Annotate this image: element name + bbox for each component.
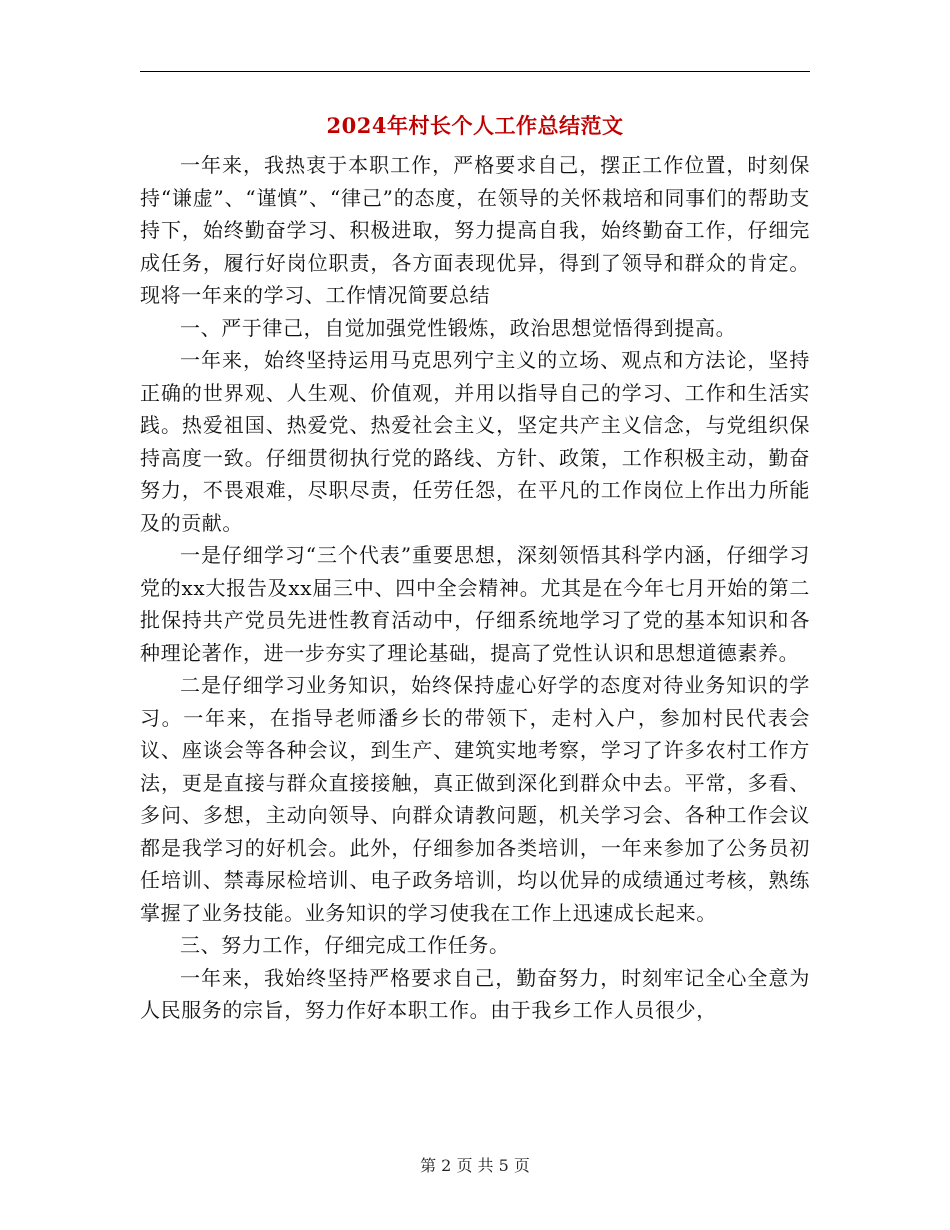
page-number: 第 2 页 共 5 页 [420,1156,530,1175]
paragraph-work: 一年来，我始终坚持严格要求自己，勤奋努力，时刻牢记全心全意为人民服务的宗旨，努力作好本职工作。由于我乡工作人员很少， [140,965,810,1022]
header-rule [140,71,810,72]
paragraph-theory-study: 一是仔细学习“三个代表”重要思想，深刻领悟其科学内涵，仔细学习党的xx大报告及xx届三中、四中全会精神。尤其是在今年七月开始的第二批保持共产党员先进性教育活动中，仔细系统地学习了党的基本知识和各种理论著作，进一步夯实了理论基础，提高了党性认识和思想道德素养。 [140,543,810,665]
document-title: 2024年村长个人工作总结范文 [326,113,624,138]
section-heading-1: 一、严于律己，自觉加强党性锻炼，政治思想觉悟得到提高。 [180,315,737,340]
paragraph-intro: 一年来，我热衷于本职工作，严格要求自己，摆正工作位置，时刻保持“谦虚”、“谨慎”、“律己”的态度，在领导的关怀栽培和同事们的帮助支持下，始终勤奋学习、积极进取，努力提高自我，始终勤奋工作，仔细完成任务，履行好岗位职责，各方面表现优异，得到了领导和群众的肯定。现将一年来的学习、工作情况简要总结 [140,153,810,307]
paragraph-business-study: 二是仔细学习业务知识，始终保持虚心好学的态度对待业务知识的学习。一年来，在指导老师潘乡长的带领下，走村入户，参加村民代表会议、座谈会等各种会议，到生产、建筑实地考察，学习了许多农村工作方法，更是直接与群众直接接触，真正做到深化到群众中去。平常，多看、多问、多想，主动向领导、向群众请教问题，机关学习会、各种工作会议都是我学习的好机会。此外，仔细参加各类培训，一年来参加了公务员初任培训、禁毒尿检培训、电子政务培训，均以优异的成绩通过考核，熟练掌握了业务技能。业务知识的学习使我在工作上迅速成长起来。 [140,673,810,925]
paragraph-political: 一年来，始终坚持运用马克思列宁主义的立场、观点和方法论，坚持正确的世界观、人生观、价值观，并用以指导自己的学习、工作和生活实践。热爱祖国、热爱党、热爱社会主义，坚定共产主义信念，与党组织保持高度一致。仔细贯彻执行党的路线、方针、政策，工作积极主动，勤奋努力，不畏艰难，尽职尽责，任劳任怨，在平凡的工作岗位上作出力所能及的贡献。 [140,348,810,535]
section-heading-3: 三、努力工作，仔细完成工作任务。 [180,933,510,957]
document-body [140,149,810,1027]
